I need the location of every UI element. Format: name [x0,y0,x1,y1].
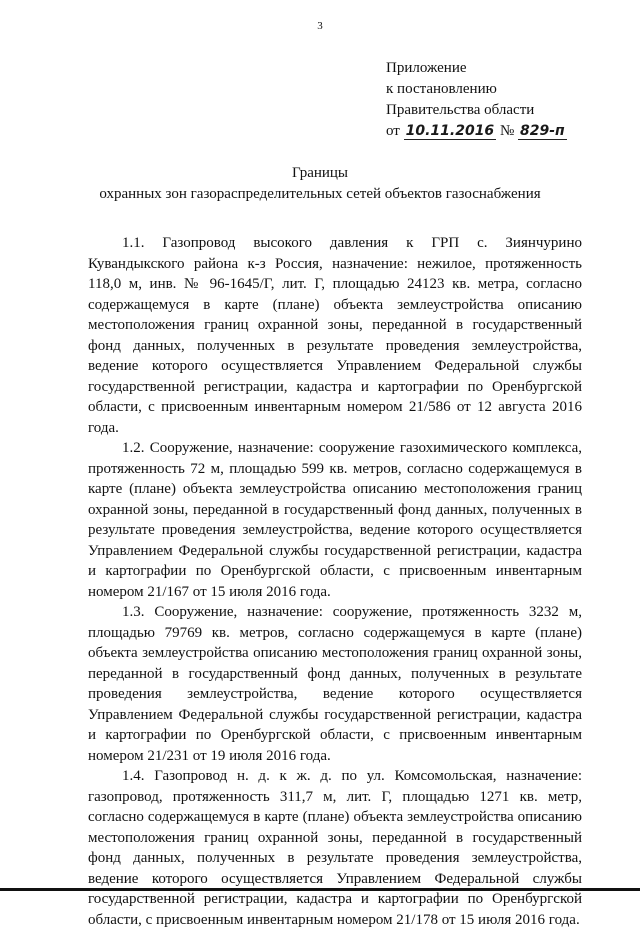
page-number: 3 [317,20,323,32]
appendix-line-1: Приложение [386,60,467,76]
page-bottom-border [0,888,640,891]
appendix-line-2: к постановлению [386,81,497,97]
handwritten-date: 10.11.2016 [405,123,495,139]
document-title [0,163,640,205]
title-line-2: охранных зон газораспределительных сетей объектов газоснабжения [99,186,541,202]
paragraph-1-1: 1.1. Газопровод высокого давления к ГРП с. Зиянчурино Кувандыкского района к-з Россия, назначение: нежилое, протяженность 118,0 м, инв. № 96-1645/Г, лит. Г, площадью 24123 кв. метра, согласно содержащемуся в карте (плане) объекта землеустройства описанию местоположения границ охранной зоны, переданной в государственный фонд данных, полученных в результате проведения землеустройства, ведение которого осуществляется Управлением Федеральной службы государственной регистрации, кадастра и картографии по Оренбургской области, с присвоенным инвентарным номером 21/586 от 12 августа 2016 года. [88,235,582,436]
appendix-line-3: Правительства области [386,102,535,118]
date-prefix: от [386,123,400,139]
number-prefix: № [499,123,515,139]
handwritten-number: 829-п [520,123,565,139]
title-line-1: Границы [291,165,349,181]
paragraph-1-3: 1.3. Сооружение, назначение: сооружение, протяженность 3232 м, площадью 79769 кв. метров, согласно содержащемуся в карте (плане) объекта землеустройства описанию местоположения границ охранной зоны, переданной в государственный фонд данных, полученных в результате проведения землеустройства, ведение которого осуществляется Управлением Федеральной службы государственной регистрации, кадастра и картографии по Оренбургской области, с присвоенным инвентарным номером 21/231 от 19 июля 2016 года. [88,604,582,764]
document-body [88,233,582,930]
paragraph-1-4: 1.4. Газопровод н. д. к ж. д. по ул. Комсомольская, назначение: газопровод, протяженность 311,7 м, лит. Г, площадью 1271 кв. метр, согласно содержащемуся в карте (плане) объекта землеустройства описанию местоположения границ охранной зоны, переданной в государственный фонд данных, полученных в результате проведения землеустройства, ведение которого осуществляется Управлением Федеральной службы государственной регистрации, кадастра и картографии по Оренбургской области, с присвоенным инвентарным номером 21/178 от 15 июля 2016 года. [88,768,582,928]
paragraph-1-2: 1.2. Сооружение, назначение: сооружение газохимического комплекса, протяженность 72 м, площадью 599 кв. метров, согласно содержащемуся в карте (плане) объекта землеустройства описанию местоположения границ охранной зоны, переданной в государственный фонд данных, полученных в результате проведения землеустройства, ведение которого осуществляется Управлением Федеральной службы государственной регистрации, кадастра и картографии по Оренбургской области, с присвоенным инвентарным номером 21/167 от 15 июля 2016 года. [88,440,582,600]
appendix-block [386,58,567,142]
appendix-date-line [386,121,567,142]
